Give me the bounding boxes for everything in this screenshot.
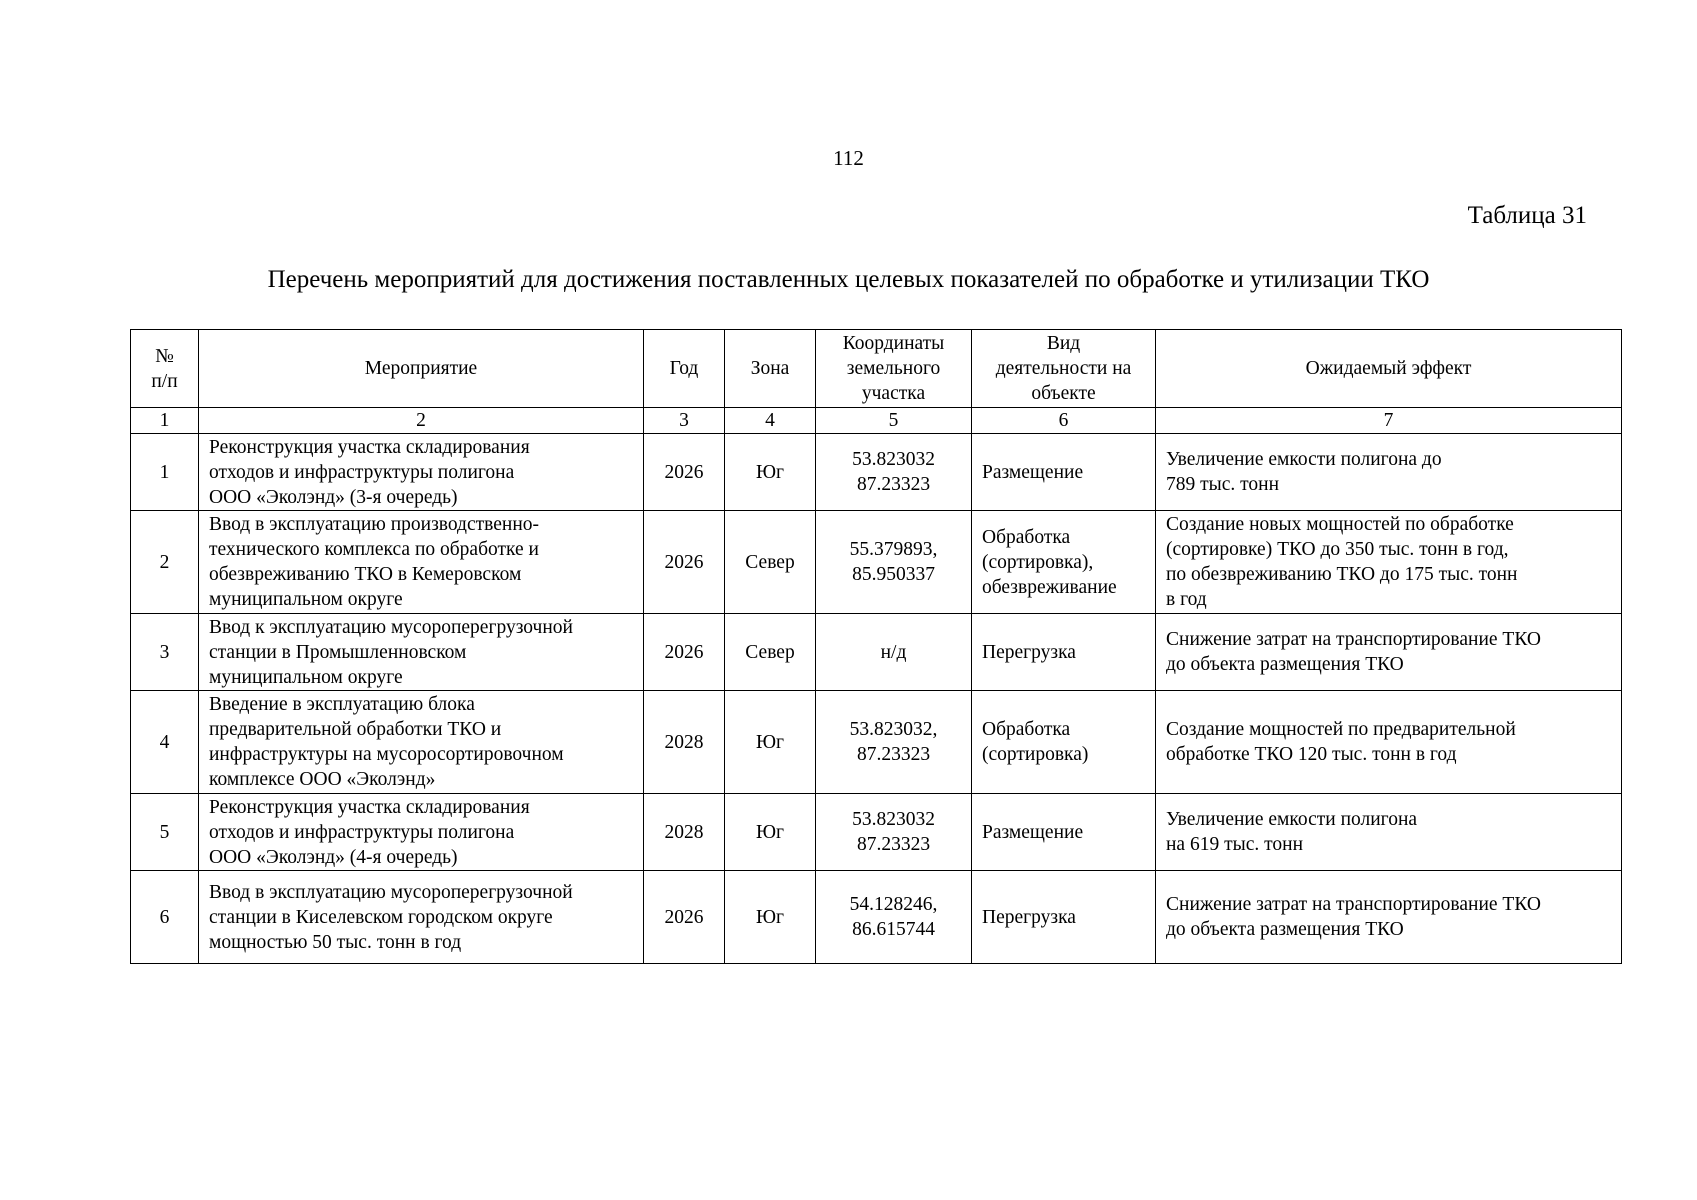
header-year: Год [644, 330, 725, 408]
row-zone: Север [725, 511, 816, 614]
row-coordinates: 54.128246, 86.615744 [816, 871, 972, 964]
row-activity: Размещение [972, 794, 1156, 871]
row-year: 2026 [644, 871, 725, 964]
header-measure: Мероприятие [199, 330, 644, 408]
row-measure: Ввод в эксплуатацию мусороперегрузочной станции в Киселевском городском округе мощностью 50 тыс. тонн в год [199, 871, 644, 964]
table-row [131, 794, 1622, 871]
row-measure: Ввод в эксплуатацию производственно- технического комплекса по обработке и обезвреживанию ТКО в Кемеровском муниципальном округе [199, 511, 644, 614]
table-row [131, 511, 1622, 614]
row-coordinates: 55.379893, 85.950337 [816, 511, 972, 614]
column-number-row [131, 408, 1622, 434]
table-row [131, 691, 1622, 794]
row-year: 2028 [644, 691, 725, 794]
measures-table [130, 329, 1622, 964]
row-zone: Юг [725, 794, 816, 871]
row-year: 2028 [644, 794, 725, 871]
column-number: 3 [644, 408, 725, 434]
row-number: 1 [131, 434, 199, 511]
row-coordinates: 53.823032, 87.23323 [816, 691, 972, 794]
column-number: 1 [131, 408, 199, 434]
table-row [131, 434, 1622, 511]
header-coordinates: Координаты земельного участка [816, 330, 972, 408]
row-activity: Перегрузка [972, 871, 1156, 964]
header-effect: Ожидаемый эффект [1156, 330, 1622, 408]
row-effect: Снижение затрат на транспортирование ТКО до объекта размещения ТКО [1156, 871, 1622, 964]
header-row [131, 330, 1622, 408]
row-measure: Введение в эксплуатацию блока предварительной обработки ТКО и инфраструктуры на мусоросортировочном комплексе ООО «Эколэнд» [199, 691, 644, 794]
row-coordinates: 53.823032 87.23323 [816, 794, 972, 871]
row-zone: Юг [725, 434, 816, 511]
row-zone: Юг [725, 871, 816, 964]
row-effect: Создание новых мощностей по обработке (сортировке) ТКО до 350 тыс. тонн в год, по обезвреживанию ТКО до 175 тыс. тонн в год [1156, 511, 1622, 614]
row-effect: Снижение затрат на транспортирование ТКО до объекта размещения ТКО [1156, 614, 1622, 691]
page-number: 112 [833, 146, 864, 170]
table-row [131, 614, 1622, 691]
row-measure: Реконструкция участка складирования отходов и инфраструктуры полигона ООО «Эколэнд» (3-я очередь) [199, 434, 644, 511]
column-number: 2 [199, 408, 644, 434]
row-zone: Север [725, 614, 816, 691]
table-row [131, 871, 1622, 964]
column-number: 5 [816, 408, 972, 434]
row-effect: Увеличение емкости полигона на 619 тыс. тонн [1156, 794, 1622, 871]
row-number: 6 [131, 871, 199, 964]
header-activity: Вид деятельности на объекте [972, 330, 1156, 408]
row-number: 2 [131, 511, 199, 614]
row-year: 2026 [644, 614, 725, 691]
row-effect: Создание мощностей по предварительной обработке ТКО 120 тыс. тонн в год [1156, 691, 1622, 794]
header-number: № п/п [131, 330, 199, 408]
table-label: Таблица 31 [1467, 202, 1587, 229]
document-title: Перечень мероприятий для достижения поставленных целевых показателей по обработке и утилизации ТКО [267, 266, 1430, 293]
row-activity: Обработка (сортировка) [972, 691, 1156, 794]
row-year: 2026 [644, 511, 725, 614]
row-activity: Перегрузка [972, 614, 1156, 691]
header-zone: Зона [725, 330, 816, 408]
row-number: 3 [131, 614, 199, 691]
row-effect: Увеличение емкости полигона до 789 тыс. тонн [1156, 434, 1622, 511]
row-number: 4 [131, 691, 199, 794]
row-number: 5 [131, 794, 199, 871]
column-number: 7 [1156, 408, 1622, 434]
row-activity: Размещение [972, 434, 1156, 511]
row-activity: Обработка (сортировка), обезвреживание [972, 511, 1156, 614]
row-measure: Реконструкция участка складирования отходов и инфраструктуры полигона ООО «Эколэнд» (4-я очередь) [199, 794, 644, 871]
row-year: 2026 [644, 434, 725, 511]
row-coordinates: н/д [816, 614, 972, 691]
row-coordinates: 53.823032 87.23323 [816, 434, 972, 511]
row-zone: Юг [725, 691, 816, 794]
column-number: 6 [972, 408, 1156, 434]
row-measure: Ввод к эксплуатацию мусороперегрузочной станции в Промышленновском муниципальном округе [199, 614, 644, 691]
column-number: 4 [725, 408, 816, 434]
